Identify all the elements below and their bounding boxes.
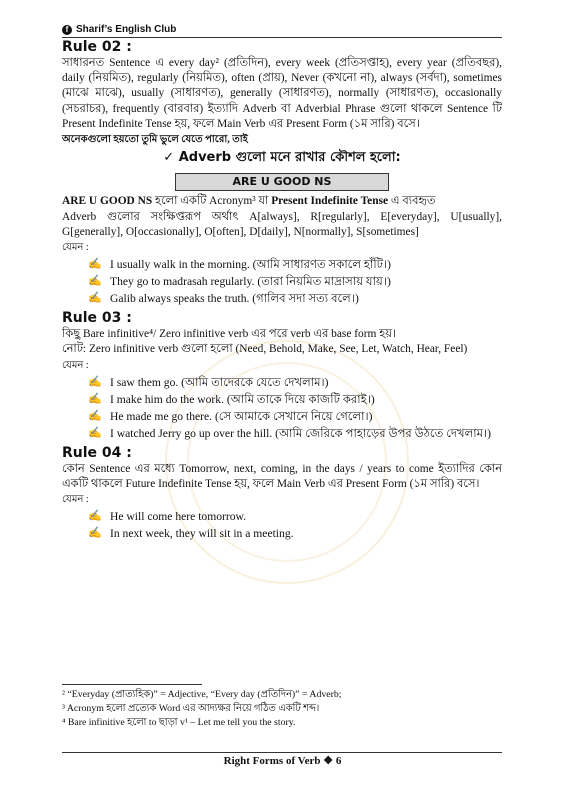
rule-03-note: নোট: Zero infinitive verb গুলো হলো (Need, Behold, Make, See, Let, Watch, Hear, Feel) (62, 343, 468, 356)
list-item: ✍ He will come here tomorrow. (88, 510, 247, 524)
rule-03-example-label: যেমন : (62, 359, 89, 371)
rule-04-paragraph: কোন Sentence এর মধ্যে Tomorrow, next, coming, in the days / years to come ইত্যাদির কোন একটি থাকলে Future Indefinite Tense হয়, ফলে Main Verb এর Present Form (১ম সারি) বসে। (62, 462, 502, 491)
list-item: ✍ He made me go there. (সে আমাকে সেখানে নিয়ে গেলো।) (88, 409, 373, 423)
mnemonic-heading: ✓ Adverb গুলো মনে রাখার কৌশল হলো: (163, 150, 401, 166)
rule-02-forget-note: অনেকগুলো হয়তো তুমি ভুলে যেতে পারো, তাই (62, 134, 248, 146)
pen-icon: ✍ (88, 275, 102, 288)
list-item: ✍ I usually walk in the morning. (আমি সাধারণত সকালে হাঁটি।) (88, 258, 391, 272)
footnote-2: ² “Everyday (প্রাত্যহিক)” = Adjective, “Every day (প্রতিদিন)” = Adverb; (62, 689, 342, 700)
pen-icon: ✍ (88, 426, 102, 439)
footnotes (62, 684, 502, 730)
rule-03-paragraph: কিছু Bare infinitive⁴/ Zero infinitive verb এর পরে verb এর base form হয়। (62, 328, 397, 341)
rule-04-title: Rule 04 : (62, 444, 132, 461)
rule-04-example-label: যেমন : (62, 494, 89, 506)
main-content (62, 38, 502, 544)
rule-03-examples (62, 374, 502, 442)
pen-icon: ✍ (88, 292, 102, 305)
page-header (62, 24, 176, 35)
footnote-3: ³ Acronym হলো প্রত্যেক Word এর আদ্যক্ষর নিয়ে গঠিত একটি শব্দ। (62, 703, 320, 714)
brand-name: Sharif’s English Club (76, 24, 177, 35)
pen-icon: ✍ (88, 375, 102, 388)
acronym-adverbs: Adverb গুলোর সংক্ষিপ্তরূপ অর্থাৎ A[always], R[regularly], E[everyday], U[usually], G[generally], O[occasionally], O[often], D[daily], N[normally], S[sometimes] (62, 210, 502, 238)
footer-divider (62, 752, 502, 753)
acronym-text-b: এ ব্যবহৃত (388, 195, 436, 208)
pen-icon: ✍ (88, 258, 102, 271)
rule-02-example-label: যেমন : (62, 242, 89, 254)
rule-02-paragraph: সাধারনত Sentence এ every day² (প্রতিদিন), every week (প্রতিসপ্তাহ), every year (প্রতিবছর), daily (নিয়মিত), regularly (নিয়মিত), often (প্রায়), Never (কখনো না), always (সর্বদা), sometimes (মাঝে মাঝে), usually (সাধারণত), generally (সাধারণত), normally (সাধারণত), occasionally (সচরাচর), frequently (বারবার) ইত্যাদি Adverb বা Adverbial Phrase গুলো থাকলে Sentence টি Present Indefinite Tense হয়, ফলে Main Verb এর Present Form (১ম সারি) বসে। (62, 57, 502, 130)
acronym-tense: Present Indefinite Tense (271, 195, 389, 208)
list-item: ✍ I saw them go. (আমি তাদেরকে যেতে দেখলাম।) (88, 375, 329, 389)
list-item: ✍ They go to madrasah regularly. (তারা নিয়মিত মাদ্রাসায় যায়।) (88, 275, 391, 289)
mnemonic-box: ARE U GOOD NS (175, 173, 389, 191)
list-item: ✍ In next week, they will sit in a meeting. (88, 527, 294, 541)
pen-icon: ✍ (88, 409, 102, 422)
pen-icon: ✍ (88, 527, 102, 540)
footnote-4: ⁴ Bare infinitive হলো to ছাড়া v¹ – Let me tell you the story. (62, 717, 296, 728)
rule-02-examples (62, 256, 502, 307)
rule-04-examples (62, 508, 502, 542)
list-item: ✍ Galib always speaks the truth. (গালিব সদা সত্য বলে।) (88, 292, 359, 306)
page-footer: Right Forms of Verb ❖ 6 (223, 755, 342, 767)
rule-02-title: Rule 02 : (62, 39, 132, 55)
rule-03-title: Rule 03 : (62, 310, 132, 327)
list-item: ✍ I make him do the work. (আমি তাকে দিয়ে কাজটি করাই।) (88, 392, 375, 406)
footnote-divider (62, 684, 202, 685)
pen-icon: ✍ (88, 510, 102, 523)
acronym-explanation (62, 194, 502, 209)
pen-icon: ✍ (88, 392, 102, 405)
facebook-icon: f (62, 25, 72, 35)
acronym-term: ARE U GOOD NS (62, 195, 153, 208)
acronym-text-a: হলো একটি Acronym³ যা (152, 195, 272, 208)
list-item: ✍ I watched Jerry go up over the hill. (আমি জেরিকে পাহাড়ের উপর উঠতে দেখলাম।) (88, 426, 492, 440)
